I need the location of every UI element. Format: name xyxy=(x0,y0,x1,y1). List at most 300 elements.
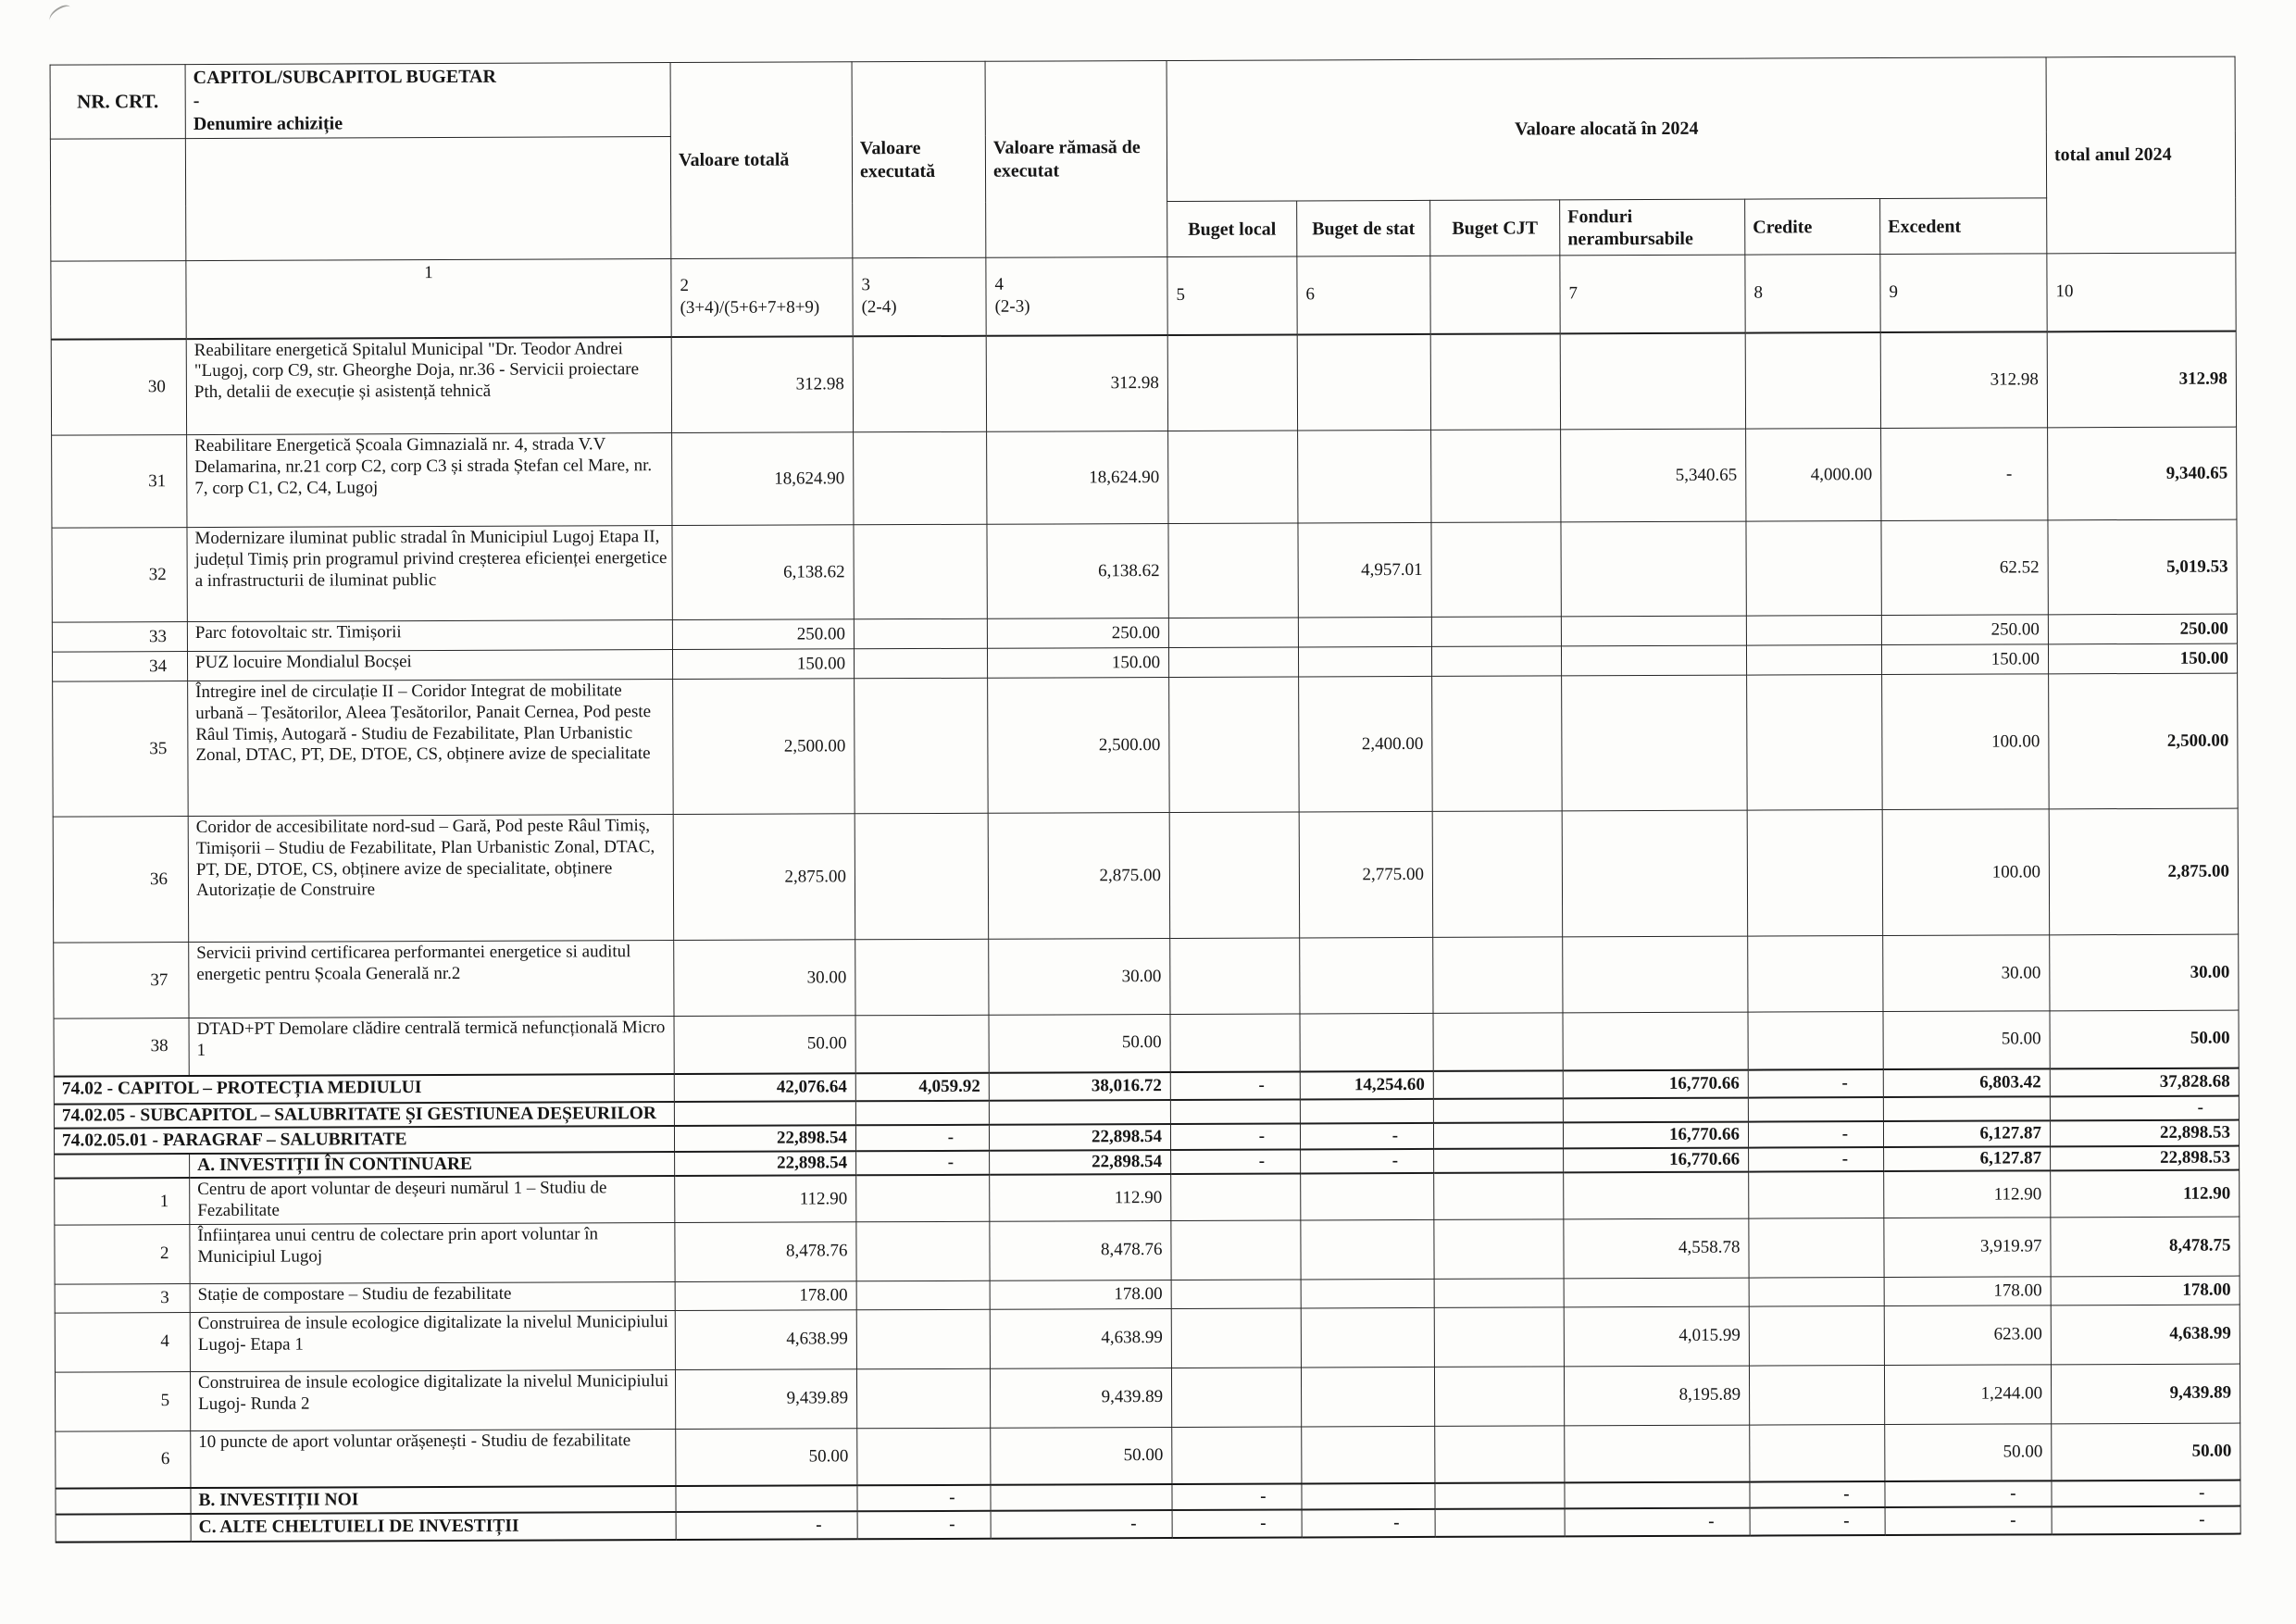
cell-vr: 112.90 xyxy=(990,1174,1171,1221)
cell-ve xyxy=(853,335,986,432)
cell-total: 30.00 xyxy=(2050,934,2239,1011)
header-spacer-nr xyxy=(50,139,186,262)
row-number: 33 xyxy=(52,622,187,653)
cell-vt xyxy=(674,1101,855,1126)
row-number xyxy=(55,1154,190,1179)
table-row xyxy=(55,1217,2240,1284)
cell-bl: - xyxy=(1170,1071,1300,1100)
cell-bs xyxy=(1297,333,1430,431)
cell-bs: 2,400.00 xyxy=(1299,676,1433,812)
row-description: Construirea de insule ecologice digitalizate la nivelul Municipiului Lugoj- Runda 2 xyxy=(190,1369,675,1430)
colnum-2: 2 xyxy=(680,275,690,295)
col-header-dash-line: - xyxy=(193,91,200,112)
cell-fn xyxy=(1563,936,1748,1013)
cell-bs: 14,254.60 xyxy=(1300,1070,1433,1099)
colnum-4: 4 xyxy=(994,274,1004,294)
cell-total: 37,828.68 xyxy=(2050,1068,2239,1096)
cell-bs xyxy=(1301,1219,1434,1280)
cell-cr xyxy=(1746,645,1881,676)
cell-fn xyxy=(1563,1097,1748,1122)
row-description: Înființarea unui centru de colectare prin aport voluntar în Municipiul Lugoj xyxy=(190,1222,675,1283)
cell-cjt xyxy=(1435,1483,1565,1510)
cell-bl xyxy=(1168,618,1298,648)
cell-vt: 9,439.89 xyxy=(675,1369,856,1430)
table-row xyxy=(56,1423,2240,1489)
cell-bs: 4,957.01 xyxy=(1298,522,1431,618)
colnum-buget-de-stat: 6 xyxy=(1297,256,1430,334)
table-row xyxy=(55,1170,2240,1225)
cell-total: 50.00 xyxy=(2052,1423,2240,1481)
cell-cr xyxy=(1747,675,1883,811)
col-header-valoare-ramasa: Valoare rămasă de executat xyxy=(985,60,1167,257)
cell-ve xyxy=(855,813,989,940)
cell-fn: 16,770.66 xyxy=(1564,1147,1749,1172)
cell-total: 50.00 xyxy=(2050,1010,2239,1068)
cell-total: 150.00 xyxy=(2048,643,2237,674)
cell-fn xyxy=(1563,1012,1748,1070)
header-row-main xyxy=(50,56,2235,139)
cell-vt: 50.00 xyxy=(674,1016,855,1074)
table-row xyxy=(55,1364,2240,1431)
cell-total: 250.00 xyxy=(2048,614,2237,644)
cell-bl xyxy=(1169,677,1300,813)
cell-ve: - xyxy=(855,1125,989,1152)
cell-bl xyxy=(1171,1280,1301,1309)
cell-ve xyxy=(855,1015,989,1073)
cell-ex: 178.00 xyxy=(1884,1277,2051,1306)
cell-cjt xyxy=(1431,522,1561,618)
cell-cr xyxy=(1746,521,1881,617)
cell-fn xyxy=(1562,810,1748,937)
cell-bs: 2,775.00 xyxy=(1299,811,1433,938)
cell-vt: 50.00 xyxy=(676,1429,857,1487)
cell-fn: 16,770.66 xyxy=(1563,1121,1748,1148)
cell-ex: 250.00 xyxy=(1881,615,2048,645)
row-description: Reabilitare Energetică Școala Gimnazială nr. 4, strada V.V Delamarina, nr.21 corp C2, corp C3 și strada Ștefan cel Mare, nr. 7, corp C1, C2, C4, Lugoj xyxy=(187,433,672,528)
cell-cjt xyxy=(1431,617,1561,647)
cell-ve: - xyxy=(857,1485,991,1512)
cell-vr: 4,638.99 xyxy=(990,1308,1171,1368)
cell-ve xyxy=(856,1368,990,1429)
cell-ve xyxy=(856,1309,990,1369)
cell-vr: 38,016.72 xyxy=(989,1071,1170,1100)
row-number: 38 xyxy=(54,1018,189,1077)
colnum-buget-local: 5 xyxy=(1167,256,1297,335)
cell-total: - xyxy=(2050,1095,2239,1120)
cell-bl xyxy=(1172,1427,1302,1485)
cell-bl xyxy=(1171,1368,1301,1428)
cell-cr xyxy=(1749,1305,1884,1366)
cell-vr: 2,875.00 xyxy=(988,812,1170,939)
cell-bs xyxy=(1300,1013,1433,1071)
cell-bl: - xyxy=(1172,1484,1302,1511)
cell-ex: - xyxy=(1885,1481,2052,1508)
cell-bs xyxy=(1298,430,1431,523)
colnum-total: 10 xyxy=(2047,253,2236,331)
cell-total: - xyxy=(2052,1480,2240,1507)
row-number: 34 xyxy=(52,652,187,682)
row-number: 31 xyxy=(52,435,187,529)
table-row xyxy=(53,808,2239,943)
cell-cjt xyxy=(1431,430,1561,523)
section-title: 74.02.05.01 - PARAGRAF – SALUBRITATE xyxy=(54,1126,674,1155)
cell-vt: 178.00 xyxy=(675,1281,856,1311)
cell-cjt xyxy=(1433,1122,1563,1149)
cell-bs xyxy=(1301,1279,1434,1308)
cell-bs: - xyxy=(1301,1149,1434,1174)
section-title: 74.02.05 - SUBCAPITOL – SALUBRITATE ȘI GESTIUNEA DEȘEURILOR xyxy=(54,1102,674,1129)
cell-vt: - xyxy=(676,1512,857,1541)
cell-fn: 4,015.99 xyxy=(1564,1306,1749,1367)
cell-vr: 50.00 xyxy=(991,1427,1172,1485)
cell-ve xyxy=(854,431,987,525)
cell-ex: 623.00 xyxy=(1884,1305,2051,1366)
row-number: 35 xyxy=(53,681,189,818)
cell-fn: 16,770.66 xyxy=(1563,1069,1748,1098)
cell-ex: 50.00 xyxy=(1885,1424,2052,1482)
row-description: 10 puncte de aport voluntar orășenești - Studiu de fezabilitate xyxy=(191,1429,676,1488)
cell-bl xyxy=(1171,1308,1301,1368)
row-number: 37 xyxy=(54,943,189,1019)
cell-ex: 6,127.87 xyxy=(1883,1120,2050,1147)
cell-bs xyxy=(1300,937,1433,1014)
cell-cr xyxy=(1749,1218,1884,1278)
cell-cjt xyxy=(1434,1367,1564,1427)
cell-ve xyxy=(854,618,987,649)
row-description: Întregire inel de circulație II – Coridor Integrat de mobilitate urbană – Țesătorilor, Aleea Țesătorilor, Panait Cernea, Pod peste Râul Timiș, Autogară - Studiu de Fezabilitate, Plan Urbanistic Zonal, DTAC, PT, DE, DTOE, CS, obținere avize de specialitate xyxy=(188,680,674,817)
colnum-3: 3 xyxy=(861,274,871,294)
row-number: 5 xyxy=(55,1371,190,1431)
cell-vt: 112.90 xyxy=(675,1176,856,1223)
cell-fn xyxy=(1561,645,1746,676)
cell-cjt xyxy=(1434,1219,1564,1280)
cell-cjt xyxy=(1433,1098,1563,1123)
cell-cr xyxy=(1747,810,1883,937)
row-description: Modernizare iluminat public stradal în Municipiul Lugoj Etapa II, județul Timiș prin programul privind creșterea eficienței energetice a infrastructurii de iluminat public xyxy=(187,526,672,622)
row-number: 36 xyxy=(53,817,189,943)
column-numbering-row xyxy=(51,253,2236,339)
cell-ex: 150.00 xyxy=(1881,644,2048,675)
cell-total: 22,898.53 xyxy=(2051,1145,2240,1170)
colnum-valoare-ramasa xyxy=(986,256,1167,335)
cell-bs: - xyxy=(1300,1123,1433,1150)
cell-ex: - xyxy=(1885,1507,2052,1536)
row-number: 30 xyxy=(51,339,186,436)
cell-bl: - xyxy=(1172,1510,1302,1539)
cell-cr xyxy=(1748,1012,1883,1070)
table-row xyxy=(54,934,2239,1018)
cell-vt: 8,478.76 xyxy=(675,1222,856,1282)
cell-ve: - xyxy=(857,1511,991,1540)
cell-total: 178.00 xyxy=(2051,1276,2240,1305)
col-header-total-anul-2024: total anul 2024 xyxy=(2046,56,2236,254)
cell-vt xyxy=(676,1486,857,1513)
cell-cr xyxy=(1749,1365,1884,1425)
cell-vt: 2,875.00 xyxy=(673,814,855,941)
section-title: A. INVESTIȚII ÎN CONTINUARE xyxy=(190,1152,675,1178)
cell-fn: 4,558.78 xyxy=(1564,1218,1749,1279)
row-number xyxy=(56,1514,191,1543)
cell-cjt xyxy=(1432,811,1563,938)
row-number xyxy=(56,1488,191,1515)
cell-ve xyxy=(855,1100,989,1125)
cell-cr xyxy=(1745,332,1880,430)
cell-vt: 250.00 xyxy=(672,619,854,650)
cell-vr: 22,898.54 xyxy=(989,1124,1170,1151)
cell-cjt xyxy=(1433,1070,1563,1099)
col-header-excedent: Excedent xyxy=(1880,198,2047,255)
cell-cr: - xyxy=(1748,1069,1883,1098)
cell-bl xyxy=(1168,523,1298,618)
cell-vr: 8,478.76 xyxy=(990,1220,1171,1280)
cell-vr: 30.00 xyxy=(989,938,1170,1015)
table-row xyxy=(53,673,2239,817)
cell-bl xyxy=(1168,647,1298,678)
row-description: Reabilitare energetică Spitalul Municipal "Dr. Teodor Andrei "Lugoj, corp C9, str. Gheorghe Doja, nr.36 - Servicii proiectare Pth, detalii de execuție și asistență tehnică xyxy=(186,337,671,435)
cell-vr: 50.00 xyxy=(989,1014,1170,1072)
table-row xyxy=(54,1010,2239,1076)
row-description: Coridor de accesibilitate nord-sud – Gară, Pod peste Râul Timiș, Timișorii – Studiu de Fezabilitate, Plan Urbanistic Zonal, DTAC, PT, DE, DTOE, CS, obținere avize de specialitate, obținere Autorizație de Construire xyxy=(188,815,674,943)
colnum-nr xyxy=(51,261,186,340)
col-header-denumire xyxy=(185,63,670,139)
colnum-excedent: 9 xyxy=(1880,254,2047,332)
col-header-buget-de-stat: Buget de stat xyxy=(1297,200,1430,256)
cell-ex: 112.90 xyxy=(1884,1171,2051,1218)
cell-cr: - xyxy=(1750,1481,1885,1508)
cell-bl xyxy=(1171,1220,1301,1280)
cell-bl: - xyxy=(1171,1149,1301,1174)
cell-ex: 6,127.87 xyxy=(1884,1146,2051,1171)
colnum-3-formula: (2-4) xyxy=(861,297,897,318)
cell-ve xyxy=(856,1221,990,1281)
cell-vr xyxy=(989,1099,1170,1124)
cell-ve: 4,059.92 xyxy=(855,1072,989,1101)
colnum-valoare-executata xyxy=(853,257,986,336)
cell-ex: 100.00 xyxy=(1882,674,2050,810)
table-row xyxy=(51,331,2236,435)
cell-cjt xyxy=(1432,676,1563,812)
cell-total: 112.90 xyxy=(2051,1170,2240,1218)
cell-cr xyxy=(1746,616,1881,646)
cell-bl xyxy=(1167,334,1297,431)
cell-bs: - xyxy=(1302,1509,1435,1538)
cell-ex: 100.00 xyxy=(1882,809,2050,936)
cell-ex: 30.00 xyxy=(1883,935,2050,1012)
cell-ex: 312.98 xyxy=(1880,331,2047,429)
cell-total: 5,019.53 xyxy=(2048,519,2237,615)
cell-ve: - xyxy=(856,1151,990,1176)
cell-vt: 312.98 xyxy=(671,336,853,433)
col-header-fonduri-nerambursabile: Fonduri nerambursabile xyxy=(1560,199,1745,256)
cell-cjt xyxy=(1435,1509,1565,1538)
cell-bl xyxy=(1170,938,1300,1015)
cell-bl xyxy=(1169,812,1300,939)
row-description: Parc fotovoltaic str. Timișorii xyxy=(187,620,672,652)
cell-vr: 6,138.62 xyxy=(987,523,1168,618)
cell-ve xyxy=(854,524,987,619)
col-header-credite: Credite xyxy=(1745,199,1880,256)
cell-fn: 8,195.89 xyxy=(1564,1366,1749,1426)
cell-cr xyxy=(1749,1277,1884,1306)
scan-pen-mark xyxy=(46,3,74,26)
cell-bs xyxy=(1300,1098,1433,1123)
cell-bs xyxy=(1301,1307,1434,1368)
cell-bl xyxy=(1170,1099,1300,1124)
row-description: PUZ locuire Mondialul Bocșei xyxy=(187,650,672,681)
budget-table-wrapper xyxy=(50,56,2241,1543)
table-body xyxy=(51,331,2240,1543)
cell-vt: 18,624.90 xyxy=(672,432,854,526)
cell-bl xyxy=(1171,1174,1301,1221)
cell-vt: 2,500.00 xyxy=(673,679,855,815)
row-number: 3 xyxy=(55,1283,190,1313)
cell-fn xyxy=(1565,1482,1750,1509)
cell-fn xyxy=(1561,521,1746,617)
cell-total: 8,478.75 xyxy=(2051,1217,2240,1277)
col-header-valoare-totala: Valoare totală xyxy=(670,62,853,259)
cell-vr: 22,898.54 xyxy=(990,1150,1171,1175)
cell-total: 4,638.99 xyxy=(2051,1305,2240,1365)
cell-total: 22,898.53 xyxy=(2050,1119,2239,1146)
cell-ve xyxy=(854,648,987,679)
cell-cr xyxy=(1750,1424,1885,1482)
section-title: C. ALTE CHELTUIELI DE INVESTIȚII xyxy=(191,1512,676,1542)
cell-cjt xyxy=(1433,1013,1563,1071)
colnum-4-formula: (2-3) xyxy=(994,296,1030,317)
cell-ve xyxy=(857,1428,991,1486)
cell-vt: 6,138.62 xyxy=(672,525,854,620)
cell-vr: 250.00 xyxy=(987,618,1168,648)
cell-total: 9,439.89 xyxy=(2051,1364,2240,1424)
col-header-valoare-alocata-2024: Valoare alocată în 2024 xyxy=(1167,57,2047,202)
cell-ex: - xyxy=(1881,428,2048,521)
cell-fn: 5,340.65 xyxy=(1561,429,1746,522)
cell-fn xyxy=(1560,332,1745,430)
row-number: 4 xyxy=(55,1312,190,1372)
row-description: Construirea de insule ecologice digitalizate la nivelul Municipiului Lugoj- Etapa 1 xyxy=(190,1310,675,1371)
cell-bl xyxy=(1170,1014,1300,1072)
cell-bl: - xyxy=(1170,1123,1300,1150)
col-header-nr-crt: NR. CRT. xyxy=(50,65,185,140)
cell-cjt xyxy=(1433,937,1563,1014)
cell-vt: 22,898.54 xyxy=(675,1151,856,1176)
table-row xyxy=(55,1305,2240,1372)
cell-fn xyxy=(1562,675,1748,811)
colnum-valoare-totala xyxy=(671,258,853,337)
colnum-2-formula: (3+4)/(5+6+7+8+9) xyxy=(680,297,820,319)
cell-cjt xyxy=(1435,1426,1565,1484)
cell-cjt xyxy=(1434,1173,1564,1220)
row-description: Centru de aport voluntar de deșeuri numărul 1 – Studiu de Fezabilitate xyxy=(190,1176,675,1224)
cell-vr: 18,624.90 xyxy=(987,431,1168,524)
cell-vt: 150.00 xyxy=(672,649,854,680)
cell-vr: 9,439.89 xyxy=(990,1368,1171,1428)
cell-total: 2,500.00 xyxy=(2049,673,2239,809)
col-header-buget-cjt: Buget CJT xyxy=(1430,200,1560,256)
cell-cr: - xyxy=(1749,1147,1884,1172)
cell-total: 2,875.00 xyxy=(2049,808,2239,935)
row-number: 32 xyxy=(52,528,187,623)
cell-bs xyxy=(1298,646,1431,677)
cell-cjt xyxy=(1434,1279,1564,1308)
colnum-denumire: 1 xyxy=(186,259,671,339)
cell-bs xyxy=(1301,1367,1434,1427)
cell-fn: - xyxy=(1565,1508,1750,1537)
colnum-credite: 8 xyxy=(1745,255,1880,333)
row-description: DTAD+PT Demolare clădire centrală termică nefuncțională Micro 1 xyxy=(189,1017,674,1076)
cell-vr: 178.00 xyxy=(990,1280,1171,1309)
cell-fn xyxy=(1561,616,1746,646)
cell-ve xyxy=(855,939,989,1016)
cell-vt: 30.00 xyxy=(674,940,855,1017)
col-header-valoare-executata: Valoare executată xyxy=(852,61,986,258)
cell-cjt xyxy=(1434,1307,1564,1368)
cell-ex xyxy=(1883,1096,2050,1121)
cell-cjt xyxy=(1430,333,1560,431)
budget-table xyxy=(50,56,2241,1543)
section-title: 74.02 - CAPITOL – PROTECȚIA MEDIULUI xyxy=(54,1074,674,1105)
section-title: B. INVESTIȚII NOI xyxy=(191,1486,676,1514)
cell-vr xyxy=(991,1484,1172,1511)
col-header-capitol-line: CAPITOL/SUBCAPITOL BUGETAR xyxy=(193,66,496,89)
col-header-buget-local: Buget local xyxy=(1167,201,1297,257)
cell-vt: 4,638.99 xyxy=(675,1310,856,1370)
table-row xyxy=(52,519,2237,622)
row-number: 1 xyxy=(55,1178,190,1225)
row-number: 6 xyxy=(56,1430,191,1489)
cell-bs xyxy=(1302,1483,1435,1510)
cell-fn xyxy=(1565,1425,1750,1483)
cell-ve xyxy=(856,1175,990,1222)
cell-bl xyxy=(1168,431,1298,524)
cell-ve xyxy=(856,1280,990,1310)
col-header-achizitie-line: Denumire achiziție xyxy=(193,113,343,135)
cell-cr xyxy=(1748,936,1883,1013)
cell-total: 9,340.65 xyxy=(2048,427,2237,520)
cell-ex: 50.00 xyxy=(1883,1011,2050,1069)
cell-fn xyxy=(1564,1278,1749,1307)
row-number: 2 xyxy=(55,1224,190,1284)
cell-vt: 22,898.54 xyxy=(674,1125,855,1152)
cell-cjt xyxy=(1431,646,1561,677)
cell-vr: 150.00 xyxy=(987,647,1168,678)
cell-ex: 3,919.97 xyxy=(1884,1218,2051,1278)
cell-bs xyxy=(1298,617,1431,647)
cell-cjt xyxy=(1434,1148,1564,1173)
row-description: Stație de compostare – Studiu de fezabilitate xyxy=(190,1281,675,1312)
cell-ex: 62.52 xyxy=(1881,520,2048,616)
cell-ex: 6,803.42 xyxy=(1883,1068,2050,1097)
cell-cr: 4,000.00 xyxy=(1746,429,1881,522)
colnum-fonduri: 7 xyxy=(1560,255,1745,333)
cell-cr xyxy=(1749,1171,1884,1218)
cell-vt: 42,076.64 xyxy=(674,1073,855,1102)
cell-vr: - xyxy=(991,1510,1172,1539)
cell-ve xyxy=(855,678,989,814)
header-spacer-denumire xyxy=(185,137,671,261)
cell-cr xyxy=(1748,1097,1883,1122)
colnum-buget-cjt xyxy=(1430,256,1560,334)
cell-vr: 2,500.00 xyxy=(988,677,1170,813)
cell-vr: 312.98 xyxy=(986,334,1167,431)
cell-ex: 1,244.00 xyxy=(1884,1365,2051,1425)
cell-total: - xyxy=(2052,1506,2240,1535)
row-description: Servicii privind certificarea performantei energetice si auditul energetic pentru Școala Generală nr.2 xyxy=(189,941,674,1018)
cell-cr: - xyxy=(1750,1507,1885,1536)
cell-bs xyxy=(1302,1426,1435,1484)
cell-total: 312.98 xyxy=(2047,331,2236,428)
cell-fn xyxy=(1564,1172,1749,1219)
